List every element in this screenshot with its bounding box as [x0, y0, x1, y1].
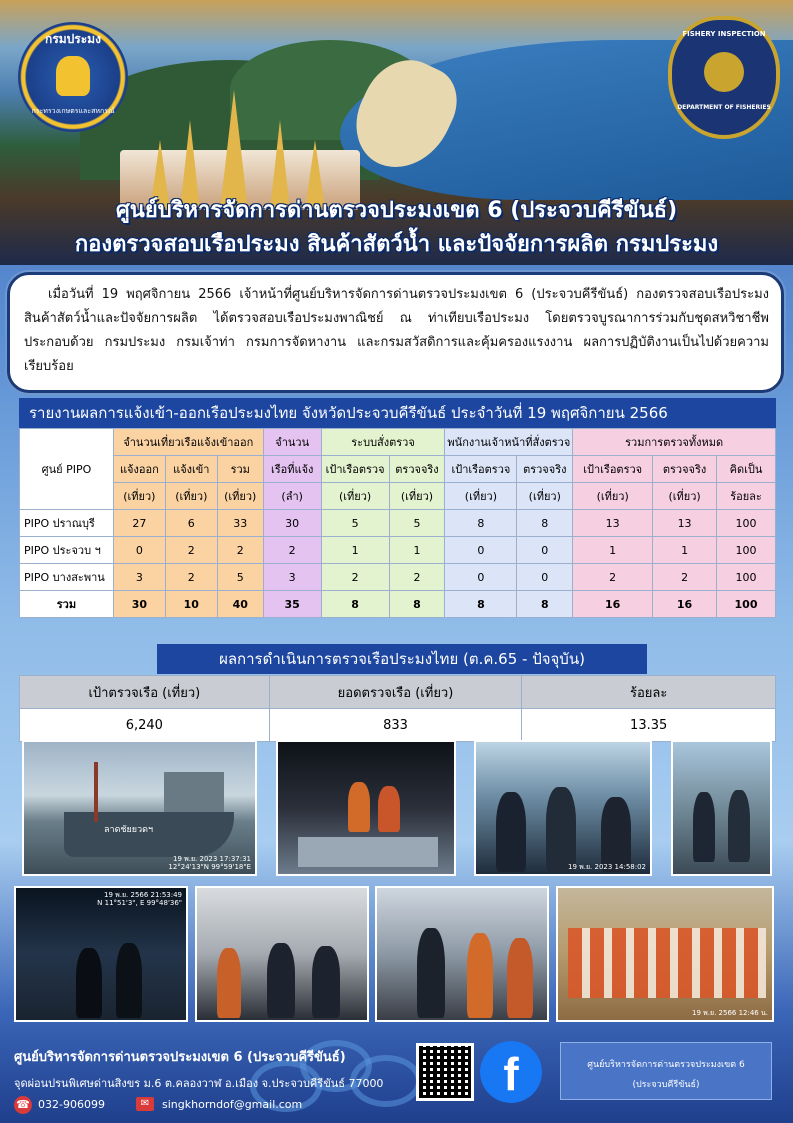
sub-header: ตรวจจริง [517, 456, 573, 483]
cell: 16 [573, 591, 653, 618]
footer-address: จุดผ่อนปรนพิเศษด่านสิงขร ม.6 ต.คลองวาฬ อ.เมือง จ.ประจวบคีรีขันธ์ 77000 [14, 1077, 384, 1090]
stamp-time: 19 พ.ย. 2023 17:37:31 [172, 855, 251, 863]
operations-table [19, 675, 776, 742]
fb-page-name: ศูนย์บริหารจัดการด่านตรวจประมงเขต 6 [587, 1060, 745, 1070]
page-subtitle: กองตรวจสอบเรือประมง สินค้าสัตว์น้ำ และปัจจัยการผลิต กรมประมง [74, 232, 719, 257]
person-figure [496, 792, 526, 872]
column-header: ร้อยละ [522, 676, 776, 709]
boat-cabin [164, 772, 224, 812]
person-figure [601, 797, 631, 872]
sub-header: คิดเป็น [717, 456, 776, 483]
unit-label: (เที่ยว) [389, 483, 445, 510]
cell: 100 [717, 591, 776, 618]
photo-officers-documents [474, 740, 652, 876]
person-figure [116, 943, 142, 1018]
cell: 2 [653, 564, 717, 591]
phone-icon: ☎ [14, 1096, 32, 1114]
emblem-icon [56, 56, 90, 96]
intro-box [7, 272, 784, 393]
cell: 30 [263, 510, 321, 537]
logo-text: DEPARTMENT OF FISHERIES [677, 104, 771, 111]
stamp-coords: 12°24'13"N 99°59'18"E [168, 863, 251, 871]
cell: 2 [389, 564, 445, 591]
cell: 10 [165, 591, 217, 618]
cell: 13 [653, 510, 717, 537]
logo-subtext: กระทรวงเกษตรและสหกรณ์ [31, 107, 115, 115]
person-figure [267, 943, 295, 1018]
cell: 2 [217, 537, 263, 564]
column-header: เป้าตรวจเรือ (เที่ยว) [20, 676, 270, 709]
sub-header: เป้าเรือตรวจ [573, 456, 653, 483]
person-figure [378, 786, 400, 832]
cell: 0 [445, 564, 517, 591]
unit-label: (เที่ยว) [165, 483, 217, 510]
logo-text: FISHERY INSPECTION [682, 30, 766, 38]
cell: 8 [517, 510, 573, 537]
cell: 8 [321, 591, 389, 618]
cell: 40 [217, 591, 263, 618]
cell: 2 [263, 537, 321, 564]
cell: 8 [517, 591, 573, 618]
cell: 1 [389, 537, 445, 564]
person-figure [417, 928, 445, 1018]
stamp-coords: N 11°51'3", E 99°48'36" [97, 899, 182, 907]
cell: 0 [113, 537, 165, 564]
column-header: ยอดตรวจเรือ (เที่ยว) [269, 676, 522, 709]
qr-pattern [419, 1046, 471, 1098]
group-header-officer: พนักงานเจ้าหน้าที่สั่งตรวจ [445, 429, 573, 456]
photo-stamp: 19 พ.ย. 2566 12:46 น. [692, 1009, 768, 1017]
stamp-time: 19 พ.ย. 2566 21:53:49 [103, 891, 182, 899]
cell: 6 [165, 510, 217, 537]
cell: 833 [269, 709, 522, 742]
unit-label: (เที่ยว) [321, 483, 389, 510]
center-header: ศูนย์ PIPO [20, 429, 114, 510]
logo-text: กรมประมง [45, 32, 101, 46]
cell: 0 [517, 564, 573, 591]
cell: 100 [717, 510, 776, 537]
cell: 13.35 [522, 709, 776, 742]
footer-email[interactable]: singkhorndof@gmail.com [162, 1098, 303, 1111]
sub-header: ตรวจจริง [389, 456, 445, 483]
cell: 0 [445, 537, 517, 564]
unit-label: (เที่ยว) [573, 483, 653, 510]
header-banner [0, 0, 793, 265]
cell: 27 [113, 510, 165, 537]
cell: 100 [717, 537, 776, 564]
cell: 30 [113, 591, 165, 618]
boat-name: ลาดชัยยวดฯ [104, 825, 154, 835]
page-title: ศูนย์บริหารจัดการด่านตรวจประมงเขต 6 (ประจวบคีรีขันธ์) [115, 198, 678, 223]
table-row [20, 510, 776, 537]
row-name: PIPO ประจวบ ฯ [20, 537, 114, 564]
cell: 5 [321, 510, 389, 537]
mail-icon: ✉ [136, 1097, 154, 1111]
facebook-page-box[interactable] [560, 1042, 772, 1100]
unit-label: (ลำ) [263, 483, 321, 510]
cell: 8 [445, 510, 517, 537]
operations-banner: ผลการดำเนินการตรวจเรือประมงไทย (ต.ค.65 - ปัจจุบัน) [157, 644, 647, 674]
cell: 35 [263, 591, 321, 618]
cell: 8 [445, 591, 517, 618]
sub-header: เป้าเรือตรวจ [321, 456, 389, 483]
photo-stamp [168, 855, 251, 871]
row-name: PIPO บางสะพาน [20, 564, 114, 591]
photo-fishing-boat [22, 740, 257, 876]
cell: 2 [165, 537, 217, 564]
cell: 5 [217, 564, 263, 591]
crew-lineup [568, 928, 766, 998]
person-figure [693, 792, 715, 862]
cell: 33 [217, 510, 263, 537]
group-header-system: ระบบสั่งตรวจ [321, 429, 445, 456]
total-row [20, 591, 776, 618]
person-figure [312, 946, 340, 1018]
cell: 0 [517, 537, 573, 564]
fish-crates [298, 837, 438, 867]
footer-phone[interactable]: 032-906099 [38, 1098, 105, 1111]
report-table [19, 428, 776, 618]
facebook-icon[interactable]: f [480, 1041, 542, 1103]
group-header-trips: จำนวนเที่ยวเรือแจ้งเข้าออก [113, 429, 263, 456]
unit-label: (เที่ยว) [113, 483, 165, 510]
intro-text: เมื่อวันที่ 19 พฤศจิกายน 2566 เจ้าหน้าที่ศูนย์บริหารจัดการด่านตรวจประมงเขต 6 (ประจวบคีรีขันธ์) กองตรวจสอบเรือประมง สินค้าสัตว์น้ำและปัจจัยการผลิต ได้ตรวจสอบเรือประมงพาณิชย์ ณ ท่าเทียบเรือประมง โดยตรวจบูรณาการร่วมกับชุดสหวิชาชีพ ประกอบด้วย กรมประมง กรมเจ้าท่า กรมการจัดหางาน และกรมสวัสดิการและคุ้มครองแรงงาน ผลการปฏิบัติงานเป็นไปด้วยความเรียบร้อย [24, 287, 769, 374]
cell: 1 [653, 537, 717, 564]
photo-night-inspection [14, 886, 188, 1022]
group-header-total: รวมการตรวจทั้งหมด [573, 429, 776, 456]
person-figure [546, 787, 576, 872]
cell: 13 [573, 510, 653, 537]
sub-header: เป้าเรือตรวจ [445, 456, 517, 483]
person-figure [467, 933, 493, 1018]
person-figure [507, 938, 533, 1018]
cell: 6,240 [20, 709, 270, 742]
cell: 1 [573, 537, 653, 564]
unit-label: (เที่ยว) [217, 483, 263, 510]
row-name: PIPO ปราณบุรี [20, 510, 114, 537]
row-name: รวม [20, 591, 114, 618]
fishery-inspection-logo [668, 16, 780, 139]
table-row [20, 537, 776, 564]
cell: 16 [653, 591, 717, 618]
person-figure [76, 948, 102, 1018]
cell: 3 [113, 564, 165, 591]
qr-code[interactable] [416, 1043, 474, 1101]
cell: 2 [321, 564, 389, 591]
person-figure [348, 782, 370, 832]
sub-header: ตรวจจริง [653, 456, 717, 483]
sub-header: แจ้งออก [113, 456, 165, 483]
photo-dock-team [671, 740, 772, 876]
sub-header: แจ้งเข้า [165, 456, 217, 483]
group-header-count: จำนวน [263, 429, 321, 456]
cell: 2 [573, 564, 653, 591]
cell: 100 [717, 564, 776, 591]
footer-org-name: ศูนย์บริหารจัดการด่านตรวจประมงเขต 6 (ประจวบคีรีขันธ์) [14, 1050, 346, 1065]
badge-icon [704, 52, 744, 92]
cell: 5 [389, 510, 445, 537]
sub-header: รวม [217, 456, 263, 483]
unit-label: (เที่ยว) [653, 483, 717, 510]
cell: 3 [263, 564, 321, 591]
sub-header: เรือที่แจ้ง [263, 456, 321, 483]
report-banner: รายงานผลการแจ้งเข้า-ออกเรือประมงไทย จังหวัดประจวบคีรีขันธ์ ประจำวันที่ 19 พฤศจิกายน 2566 [19, 398, 776, 428]
photo-group-crew [556, 886, 774, 1022]
photo-crew-check [375, 886, 549, 1022]
unit-label: ร้อยละ [717, 483, 776, 510]
photo-pier-briefing [195, 886, 369, 1022]
photo-stamp: 19 พ.ย. 2023 14:58:02 [567, 863, 646, 871]
unit-label: (เที่ยว) [517, 483, 573, 510]
photo-catch-inspection [276, 740, 456, 876]
photo-stamp [97, 891, 182, 907]
person-figure [217, 948, 241, 1018]
fb-page-sub: (ประจวบคีรีขันธ์) [632, 1080, 700, 1090]
temple-illustration [120, 70, 360, 210]
cell: 8 [389, 591, 445, 618]
table-row [20, 564, 776, 591]
cell: 1 [321, 537, 389, 564]
cell: 2 [165, 564, 217, 591]
department-logo [18, 22, 128, 132]
unit-label: (เที่ยว) [445, 483, 517, 510]
person-figure [728, 790, 750, 862]
boat-mast [94, 762, 98, 822]
